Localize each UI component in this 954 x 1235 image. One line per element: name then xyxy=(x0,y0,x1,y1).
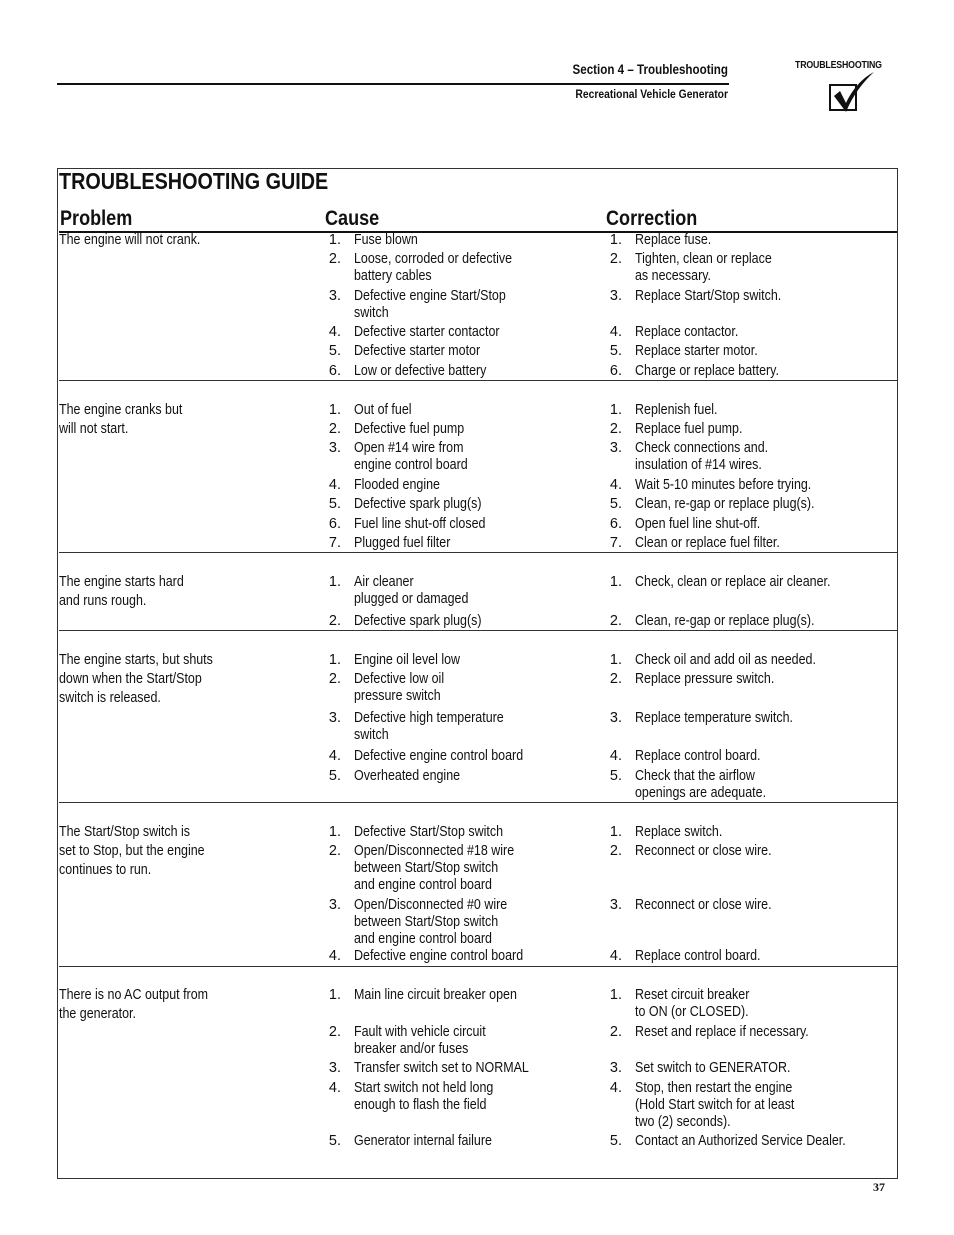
correction-text: Replace control board. xyxy=(635,748,761,764)
correction-number: 1. xyxy=(609,402,622,418)
cause-number: 6. xyxy=(328,363,341,379)
cause-text: pressure switch xyxy=(354,688,441,704)
correction-text: Wait 5-10 minutes before trying. xyxy=(635,477,812,493)
correction-text: Check that the airflow xyxy=(635,768,755,784)
cause-number: 2. xyxy=(328,421,341,437)
checkmark-icon xyxy=(832,72,876,116)
section-divider xyxy=(59,630,897,631)
cause-number: 1. xyxy=(328,574,341,590)
correction-text: Charge or replace battery. xyxy=(635,363,779,379)
section-divider xyxy=(59,966,897,967)
cause-number: 3. xyxy=(328,288,341,304)
correction-number: 2. xyxy=(609,1024,622,1040)
correction-text: Contact an Authorized Service Dealer. xyxy=(635,1133,846,1149)
section-divider xyxy=(59,552,897,553)
cause-text: Defective engine control board xyxy=(354,748,524,764)
cause-text: Defective spark plug(s) xyxy=(354,613,482,629)
correction-number: 1. xyxy=(609,824,622,840)
problem-text: The engine starts, but shuts xyxy=(59,652,213,668)
cause-number: 1. xyxy=(328,232,341,248)
cause-text: and engine control board xyxy=(354,931,492,947)
cause-text: enough to flash the field xyxy=(354,1097,487,1113)
correction-text: Replace contactor. xyxy=(635,324,739,340)
cause-number: 5. xyxy=(328,496,341,512)
column-header-problem: Problem xyxy=(60,207,133,230)
correction-text: Reset circuit breaker xyxy=(635,987,750,1003)
correction-text: Replace fuel pump. xyxy=(635,421,743,437)
correction-number: 1. xyxy=(609,652,622,668)
correction-text: Tighten, clean or replace xyxy=(635,251,772,267)
cause-text: Main line circuit breaker open xyxy=(354,987,517,1003)
correction-text: Replace temperature switch. xyxy=(635,710,794,726)
cause-text: Generator internal failure xyxy=(354,1133,492,1149)
correction-text: Clean, re-gap or replace plug(s). xyxy=(635,496,815,512)
correction-text: Stop, then restart the engine xyxy=(635,1080,793,1096)
cause-number: 2. xyxy=(328,1024,341,1040)
correction-text: Replace fuse. xyxy=(635,232,712,248)
cause-number: 4. xyxy=(328,324,341,340)
cause-text: between Start/Stop switch xyxy=(354,914,499,930)
cause-number: 4. xyxy=(328,477,341,493)
correction-number: 3. xyxy=(609,440,622,456)
cause-text: between Start/Stop switch xyxy=(354,860,499,876)
cause-number: 2. xyxy=(328,671,341,687)
cause-text: Plugged fuel filter xyxy=(354,535,451,551)
cause-text: Defective spark plug(s) xyxy=(354,496,482,512)
cause-text: plugged or damaged xyxy=(354,591,469,607)
cause-text: battery cables xyxy=(354,268,432,284)
cause-text: Defective low oil xyxy=(354,671,445,687)
problem-text: The engine cranks but xyxy=(59,402,183,418)
section-divider xyxy=(59,380,897,381)
correction-number: 4. xyxy=(609,948,622,964)
cause-number: 5. xyxy=(328,1133,341,1149)
cause-text: Defective starter contactor xyxy=(354,324,500,340)
problem-text: set to Stop, but the engine xyxy=(59,843,205,859)
cause-text: Fault with vehicle circuit xyxy=(354,1024,486,1040)
correction-number: 5. xyxy=(609,343,622,359)
problem-text: down when the Start/Stop xyxy=(59,671,202,687)
cause-text: Engine oil level low xyxy=(354,652,461,668)
correction-text: Set switch to GENERATOR. xyxy=(635,1060,791,1076)
section-divider xyxy=(59,802,897,803)
correction-text: Check connections and. xyxy=(635,440,769,456)
correction-number: 2. xyxy=(609,671,622,687)
cause-number: 6. xyxy=(328,516,341,532)
cause-text: Air cleaner xyxy=(354,574,414,590)
cause-text: Flooded engine xyxy=(354,477,440,493)
cause-number: 3. xyxy=(328,710,341,726)
cause-number: 1. xyxy=(328,987,341,1003)
problem-text: switch is released. xyxy=(59,690,161,706)
cause-number: 4. xyxy=(328,948,341,964)
correction-number: 6. xyxy=(609,363,622,379)
correction-text: Clean or replace fuel filter. xyxy=(635,535,780,551)
problem-text: and runs rough. xyxy=(59,593,147,609)
correction-number: 2. xyxy=(609,613,622,629)
correction-number: 2. xyxy=(609,421,622,437)
cause-number: 3. xyxy=(328,1060,341,1076)
cause-number: 3. xyxy=(328,897,341,913)
correction-text: Reset and replace if necessary. xyxy=(635,1024,809,1040)
cause-text: Fuse blown xyxy=(354,232,418,248)
problem-text: There is no AC output from xyxy=(59,987,209,1003)
cause-text: Defective engine Start/Stop xyxy=(354,288,506,304)
cause-text: breaker and/or fuses xyxy=(354,1041,469,1057)
correction-text: to ON (or CLOSED). xyxy=(635,1004,749,1020)
correction-text: two (2) seconds). xyxy=(635,1114,731,1130)
correction-number: 3. xyxy=(609,1060,622,1076)
correction-number: 4. xyxy=(609,477,622,493)
correction-number: 4. xyxy=(609,748,622,764)
correction-text: Replace starter motor. xyxy=(635,343,758,359)
correction-text: as necessary. xyxy=(635,268,712,284)
correction-number: 4. xyxy=(609,324,622,340)
correction-number: 2. xyxy=(609,843,622,859)
correction-text: Check, clean or replace air cleaner. xyxy=(635,574,831,590)
problem-text: continues to run. xyxy=(59,862,152,878)
correction-number: 6. xyxy=(609,516,622,532)
cause-text: Loose, corroded or defective xyxy=(354,251,513,267)
troubleshooting-badge-label: TROUBLESHOOTING xyxy=(795,60,882,71)
problem-text: will not start. xyxy=(59,421,129,437)
correction-text: Clean, re-gap or replace plug(s). xyxy=(635,613,815,629)
correction-text: Replace Start/Stop switch. xyxy=(635,288,782,304)
correction-text: Reconnect or close wire. xyxy=(635,897,772,913)
problem-text: The Start/Stop switch is xyxy=(59,824,190,840)
document-subtitle: Recreational Vehicle Generator xyxy=(575,87,728,101)
section-heading: Section 4 – Troubleshooting xyxy=(572,62,728,77)
cause-text: switch xyxy=(354,305,389,321)
correction-number: 3. xyxy=(609,710,622,726)
cause-text: Defective starter motor xyxy=(354,343,481,359)
cause-number: 3. xyxy=(328,440,341,456)
correction-text: Open fuel line shut-off. xyxy=(635,516,761,532)
correction-number: 3. xyxy=(609,897,622,913)
guide-title: TROUBLESHOOTING GUIDE xyxy=(59,168,329,194)
correction-number: 7. xyxy=(609,535,622,551)
cause-number: 4. xyxy=(328,1080,341,1096)
cause-text: Overheated engine xyxy=(354,768,461,784)
cause-text: Defective Start/Stop switch xyxy=(354,824,504,840)
correction-text: Replace pressure switch. xyxy=(635,671,775,687)
cause-text: Defective high temperature xyxy=(354,710,504,726)
page-number: 37 xyxy=(873,1180,885,1194)
correction-text: Check oil and add oil as needed. xyxy=(635,652,816,668)
correction-number: 3. xyxy=(609,288,622,304)
header-rule xyxy=(57,83,729,85)
correction-number: 1. xyxy=(609,232,622,248)
correction-text: (Hold Start switch for at least xyxy=(635,1097,795,1113)
correction-text: openings are adequate. xyxy=(635,785,767,801)
correction-number: 5. xyxy=(609,1133,622,1149)
column-header-cause: Cause xyxy=(325,207,380,230)
correction-number: 5. xyxy=(609,496,622,512)
cause-number: 2. xyxy=(328,251,341,267)
cause-number: 2. xyxy=(328,613,341,629)
correction-text: Reconnect or close wire. xyxy=(635,843,772,859)
cause-text: Low or defective battery xyxy=(354,363,487,379)
cause-number: 7. xyxy=(328,535,341,551)
cause-number: 1. xyxy=(328,652,341,668)
correction-number: 1. xyxy=(609,987,622,1003)
correction-text: Replenish fuel. xyxy=(635,402,718,418)
correction-number: 1. xyxy=(609,574,622,590)
cause-text: engine control board xyxy=(354,457,468,473)
cause-number: 1. xyxy=(328,824,341,840)
cause-text: Transfer switch set to NORMAL xyxy=(354,1060,529,1076)
column-header-correction: Correction xyxy=(606,207,698,230)
correction-text: insulation of #14 wires. xyxy=(635,457,762,473)
cause-number: 1. xyxy=(328,402,341,418)
problem-text: the generator. xyxy=(59,1006,136,1022)
cause-number: 2. xyxy=(328,843,341,859)
cause-text: Defective engine control board xyxy=(354,948,524,964)
cause-number: 4. xyxy=(328,748,341,764)
correction-text: Replace switch. xyxy=(635,824,723,840)
correction-number: 4. xyxy=(609,1080,622,1096)
cause-text: Fuel line shut-off closed xyxy=(354,516,486,532)
cause-number: 5. xyxy=(328,343,341,359)
cause-text: Open/Disconnected #0 wire xyxy=(354,897,508,913)
problem-text: The engine will not crank. xyxy=(59,232,201,248)
correction-text: Replace control board. xyxy=(635,948,761,964)
correction-number: 2. xyxy=(609,251,622,267)
cause-text: Defective fuel pump xyxy=(354,421,465,437)
cause-text: Open/Disconnected #18 wire xyxy=(354,843,515,859)
cause-text: Start switch not held long xyxy=(354,1080,494,1096)
cause-text: Out of fuel xyxy=(354,402,412,418)
problem-text: The engine starts hard xyxy=(59,574,184,590)
cause-text: switch xyxy=(354,727,389,743)
cause-number: 5. xyxy=(328,768,341,784)
correction-number: 5. xyxy=(609,768,622,784)
cause-text: and engine control board xyxy=(354,877,492,893)
cause-text: Open #14 wire from xyxy=(354,440,464,456)
